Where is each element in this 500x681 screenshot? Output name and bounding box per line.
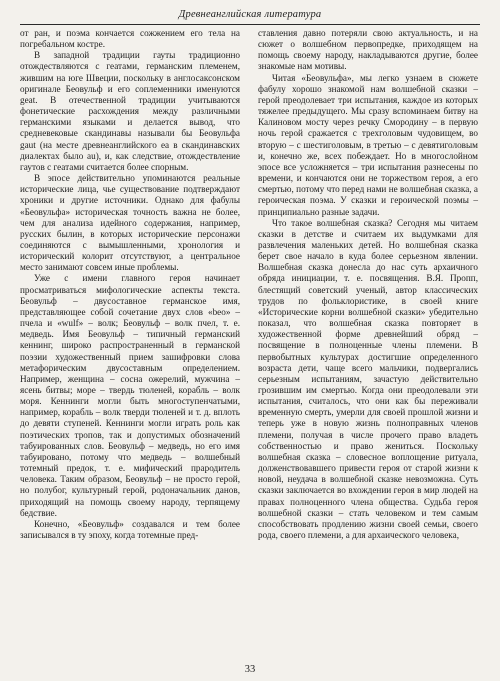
header-rule [20, 24, 480, 25]
right-column [258, 28, 478, 541]
page-number: 33 [244, 664, 256, 675]
paragraph: Что такое волшебная сказка? Сегодня мы читаем сказки в детстве и считаем их выдумками для развлечения маленьких детей. Но волшебная сказка берет свое начало в куда более серьезном явлении. Волшебная сказка донесла до нас суть архаичного обряда инициации, т. е. посвящения. В.Я. Пропп, блестящий советский ученый, автор классических трудов по фольклористике, в своей книге «Исторические корни волшебной сказки» убедительно показал, что волшебная сказка повторяет в художественной форме древнейший обряд – посвящение в полноценные члены племени. В первобытных культурах достигшие определенного возраста дети, чаще всего мальчики, подвергались серьезным испытаниям, зачастую действительно грозившим им смертью. Когда они преодолевали эти испытания, считалось, что они как бы переживали временную смерть, умерли для своей прошлой жизни и теперь уже в новую жизнь полноправных членов племени, получая в числе прочего право владеть собственностью и право жениться. Поскольку волшебная сказка – словесное воплощение ритуала, долженствовавшего привести героя от старой жизни к новой, неудача в волшебной сказке невозможна. Суть сказки заключается во вхождении героя в мир людей на правах полноценного члена общества. Судьба героя волшебной сказки – стать человеком и тем самым способствовать продлению жизни своей семьи, своего рода, своего племени, а для архаического человека, [258, 217, 478, 541]
running-header-title: Древнеанглийская литература [178, 9, 322, 20]
paragraph: В западной традиции гауты традиционно отождествляются с геатами, германским племенем, жившим на юге Швеции, поскольку в англосаксонском оригинале Беовульф и его соплеменники именуются geat. В отечественной традиции учитываются фонетические расхождения между различными германскими языками и делается вывод, что средневековые скандинавы называли бы Беовульфа gaut (на месте древнеанглийского ea в скандинавских диалектах было au), и, как следствие, отождествление гаутов с геатами считается более спорным. [20, 50, 240, 172]
paragraph: Читая «Беовульфа», мы легко узнаем в сюжете фабулу хорошо знакомой нам волшебной сказки – герой преодолевает три испытания, каждое из которых тяжелее предыдущего. Мы сразу вспоминаем битву на Калиновом мосту через речку Смородину – в первую ночь герой сражается с трехголовым чудовищем, во вторую – с шестиголовым, в третью – с девятиголовым и, конечно же, всех побеждает. Но в многослойном эпосе все усложняется – три испытания разнесены по времени, и кончаются они не торжеством героя, а его смертью, потому что перед нами не волшебная сказка, а героическая поэма. У сказки и героической поэмы – принципиально разные задачи. [258, 72, 478, 217]
paragraph: Конечно, «Беовульф» создавался и тем более записывался в ту эпоху, когда тотемные пред- [20, 518, 240, 541]
paragraph: ставления давно потеряли свою актуальность, и на сюжет о волшебном первопредке, приходящем на помощь своему народу, накладываются другие, более знакомые нам мотивы. [258, 28, 478, 72]
running-header [0, 4, 500, 26]
paragraph: В эпосе действительно упоминаются реальные исторические лица, чье существование подтверждают хроники и другие источники. Однако для фабулы «Беовульфа» историческая точность важна не более, чем для анализа идейного содержания, например, русских былин, в которых исторические персонажи соединяются с вымышленными, хронология и исторический колорит отсутствуют, а центральное место занимают совсем иные проблемы. [20, 173, 240, 273]
left-column [20, 28, 240, 541]
paragraph: от ран, и поэма кончается сожжением его тела на погребальном костре. [20, 28, 240, 50]
paragraph: Уже с имени главного героя начинает просматриваться мифологические аспекты текста. Беовульф – двусоставное германское имя, представляющее собой сочетание двух слов «beo» – пчела и «wulf» – волк; Беовульф – волк пчел, т. е. медведь. Имя Беовульф – типичный германский кеннинг, широко распространенный в германской поэзии художественный прием зашифровки слова метафорическим двусоставным определением. Например, женщина – сосна ожерелий, мужчина – ясень битвы; море – твердь тюленей, корабль – волк моря. Кеннинги могли быть многоступенчатыми, например, корабль – волк тверди тюленей и т. д. вплоть до девяти ступеней. Кеннинги могли играть роль как поэтических тропов, так и допустимых обозначений табуированных слов. Беовульф – медведь, но его имя табуировано, потому что медведь – волшебный тотемный предок, т. е. мифический прародитель человека. Таким образом, Беовульф – не просто герой, но полубог, культурный герой, родоначальник данов, приходящий на помощь своему народу, терпящему бедствие. [20, 273, 240, 518]
